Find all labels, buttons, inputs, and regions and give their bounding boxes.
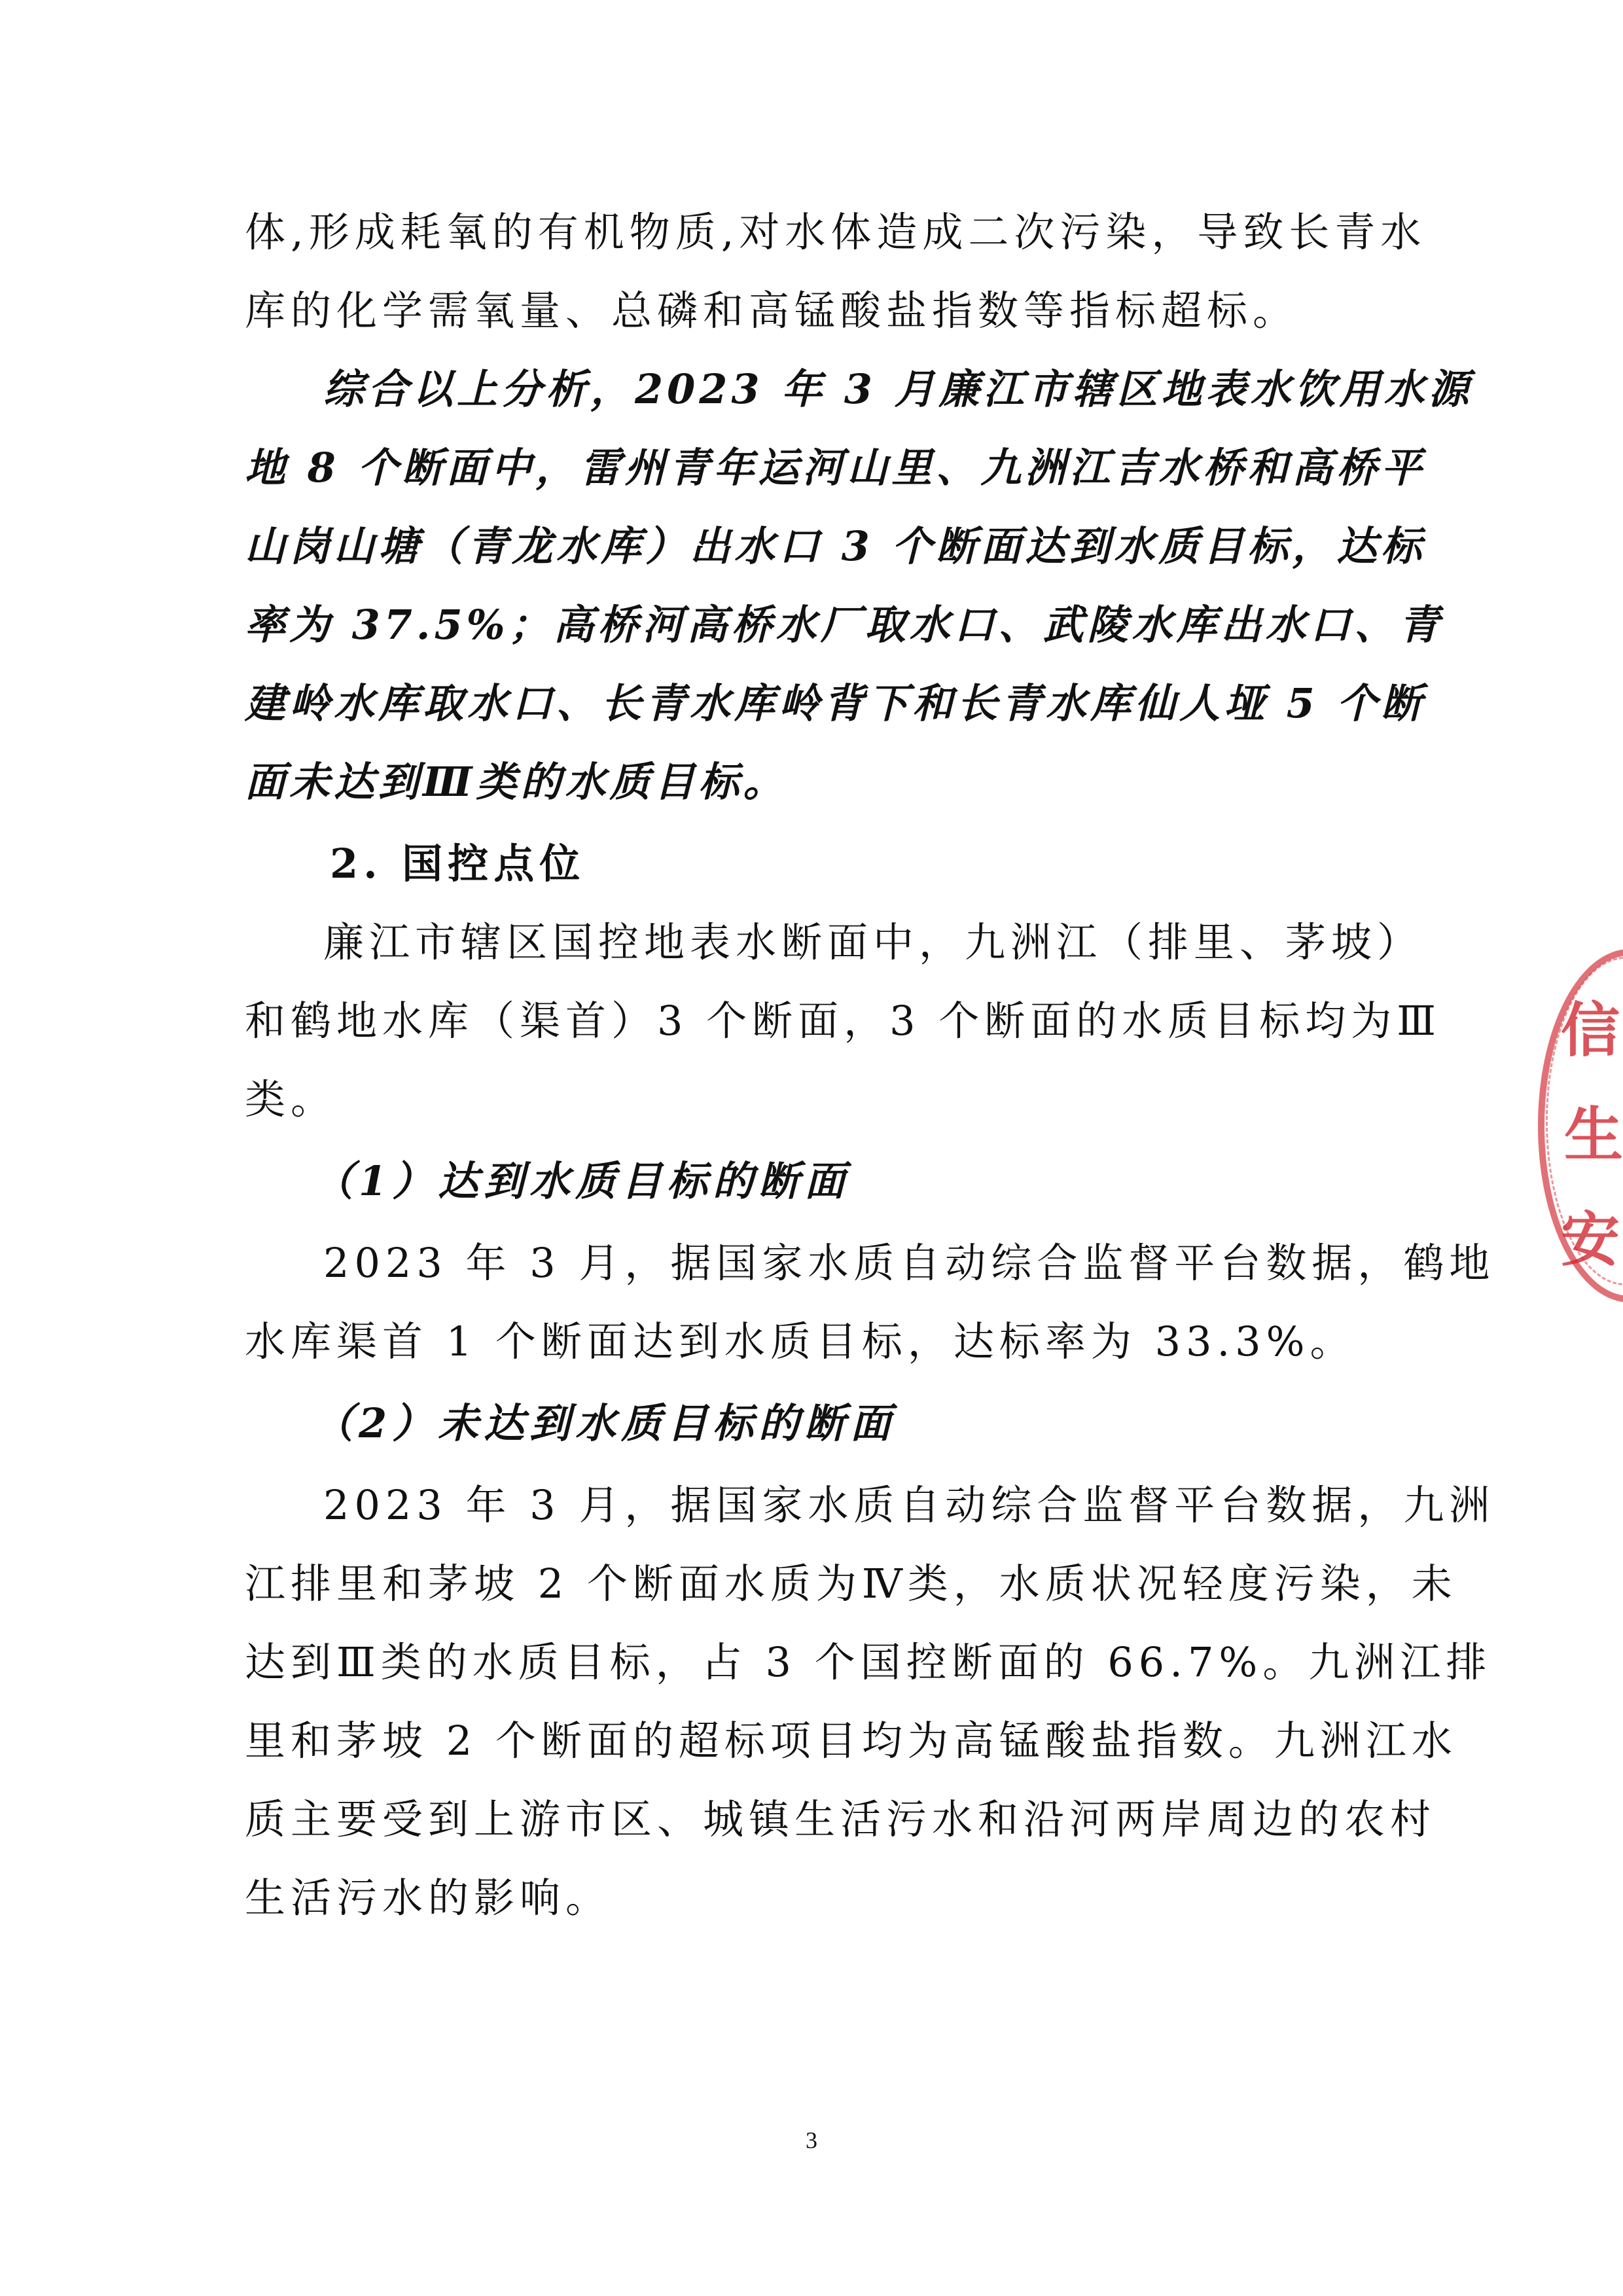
paragraph-line: 达到Ⅲ类的水质目标，占 3 个国控断面的 66.7%。九洲江排 xyxy=(245,1638,1492,1686)
seal-character: 生 xyxy=(1564,1101,1623,1170)
summary-line: 综合以上分析，2023 年 3 月廉江市辖区地表水饮用水源 xyxy=(323,365,1473,413)
summary-line: 率为 37.5%；高桥河高桥水厂取水口、武陵水库出水口、青 xyxy=(245,601,1444,649)
paragraph-line: 江排里和茅坡 2 个断面水质为Ⅳ类，水质状况轻度污染，未 xyxy=(245,1560,1457,1607)
seal-character: 信 xyxy=(1561,996,1620,1065)
paragraph-line: 库的化学需氧量、总磷和高锰酸盐指数等指标超标。 xyxy=(245,287,1299,334)
seal-character: 安 xyxy=(1561,1206,1620,1274)
subsection-heading: （1）达到水质目标的断面 xyxy=(313,1157,851,1205)
section-heading: 2. 国控点位 xyxy=(330,840,586,888)
summary-line: 山岗山塘（青龙水库）出水口 3 个断面达到水质目标，达标 xyxy=(245,522,1426,570)
summary-line: 地 8 个断面中，雷州青年运河山里、九洲江吉水桥和高桥平 xyxy=(245,444,1426,492)
page-number: 3 xyxy=(806,2127,817,2153)
paragraph-line: 2023 年 3 月，据国家水质自动综合监督平台数据，九洲 xyxy=(323,1481,1495,1529)
paragraph-line: 质主要受到上游市区、城镇生活污水和沿河两岸周边的农村 xyxy=(245,1795,1436,1843)
paragraph-line: 体,形成耗氧的有机物质,对水体造成二次污染，导致长青水 xyxy=(245,208,1427,256)
summary-line: 建岭水库取水口、长青水库岭背下和长青水库仙人垭 5 个断 xyxy=(245,679,1426,727)
subsection-heading: （2）未达到水质目标的断面 xyxy=(313,1399,897,1447)
summary-line: 面未达到Ⅲ类的水质目标。 xyxy=(245,758,788,806)
paragraph-line: 里和茅坡 2 个断面的超标项目均为高锰酸盐指数。九洲江水 xyxy=(245,1717,1457,1765)
paragraph-line: 和鹤地水库（渠首）3 个断面，3 个断面的水质目标均为Ⅲ xyxy=(245,997,1442,1045)
paragraph-line: 生活污水的影响。 xyxy=(245,1874,612,1922)
paragraph-line: 类。 xyxy=(245,1075,337,1123)
paragraph-line: 水库渠首 1 个断面达到水质目标，达标率为 33.3%。 xyxy=(245,1318,1356,1365)
paragraph-line: 廉江市辖区国控地表水断面中，九洲江（排里、茅坡） xyxy=(323,918,1423,966)
paragraph-line: 2023 年 3 月，据国家水质自动综合监督平台数据，鹤地 xyxy=(323,1239,1495,1287)
